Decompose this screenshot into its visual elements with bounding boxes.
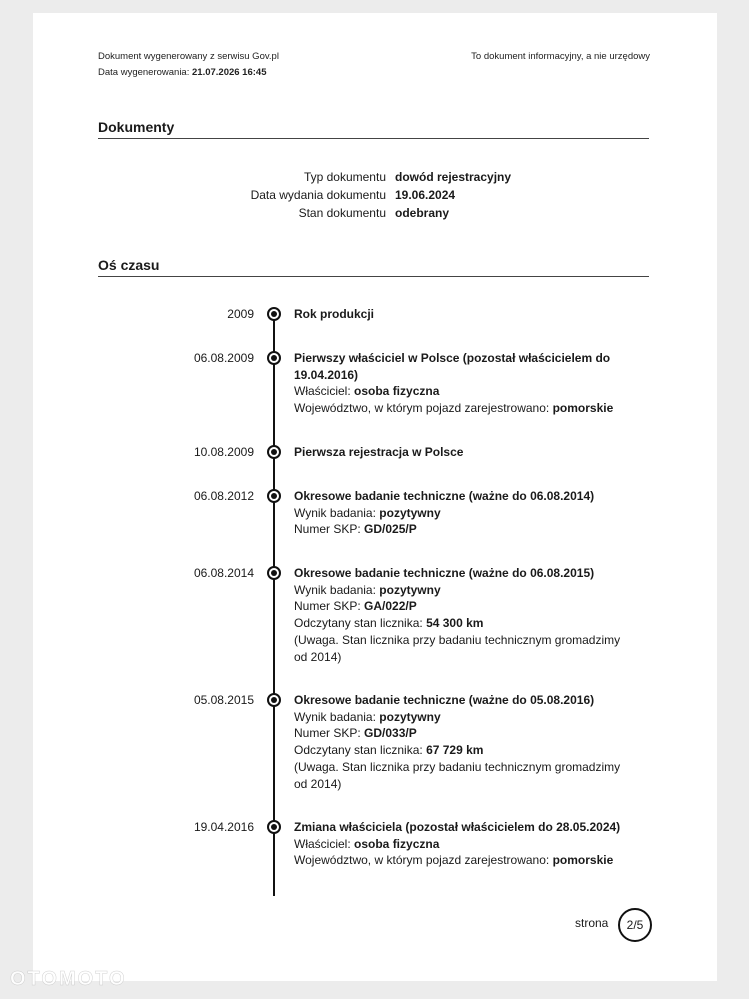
timeline-date: 05.08.2015 [193, 693, 254, 707]
timeline-detail [294, 383, 624, 400]
timeline-content [294, 488, 624, 538]
timeline-detail-label: Odczytany stan licznika: [294, 743, 427, 758]
timeline-detail-label: Wynik badania: [294, 582, 380, 597]
page-number: 2/5 [618, 908, 652, 942]
document-row-label: Typ dokumentu [303, 170, 386, 184]
timeline-detail-value: pozytywny [379, 505, 441, 520]
timeline-heading: Oś czasu [98, 257, 649, 277]
document-row-label: Stan dokumentu [298, 206, 386, 220]
timeline-detail [294, 582, 624, 599]
timeline-detail-label: Wynik badania: [294, 505, 380, 520]
timeline-date: 06.08.2014 [193, 566, 254, 580]
document-row-value: odebrany [395, 206, 450, 220]
timeline-marker-icon [267, 693, 281, 707]
timeline-detail-value: pozytywny [379, 709, 441, 724]
timeline-content [294, 565, 624, 665]
page-label: strona [575, 916, 609, 930]
timeline-detail [294, 505, 624, 522]
timeline-detail-value: pomorskie [552, 853, 614, 868]
timeline-detail-value: 67 729 km [426, 743, 484, 758]
watermark-logo: OTOMOTO [10, 968, 127, 990]
timeline-detail-label: Wynik badania: [294, 709, 380, 724]
document-page [33, 13, 717, 981]
timeline-event-title: Zmiana właściciela (pozostał właścicielem do 28.05.2024) [294, 820, 621, 834]
timeline-detail-label: Numer SKP: [294, 522, 365, 537]
timeline-marker-icon [267, 566, 281, 580]
timeline-detail [294, 632, 624, 665]
timeline-marker-icon [267, 820, 281, 834]
timeline-detail-value: pomorskie [552, 401, 614, 416]
document-row [33, 206, 717, 224]
timeline-detail-label: Numer SKP: [294, 726, 365, 741]
document-row [33, 188, 717, 206]
timeline-detail [294, 400, 624, 417]
timeline-content [294, 819, 624, 869]
timeline-detail [294, 598, 624, 615]
timeline-marker-icon [267, 489, 281, 503]
timeline-event-title: Okresowe badanie techniczne (ważne do 05.08.2016) [294, 693, 595, 707]
timeline-event-title: Pierwsza rejestracja w Polsce [294, 445, 464, 459]
timeline-detail-label: (Uwaga. Stan licznika przy badaniu technicznym gromadzimy od 2014) [294, 759, 621, 791]
timeline-event-title: Rok produkcji [294, 307, 375, 321]
timeline-detail-label: Województwo, w którym pojazd zarejestrowano: [294, 401, 553, 416]
timeline-detail-label: (Uwaga. Stan licznika przy badaniu technicznym gromadzimy od 2014) [294, 632, 621, 664]
timeline-marker-icon [267, 445, 281, 459]
timeline-detail [294, 725, 624, 742]
timeline-content [294, 444, 624, 461]
timeline-date: 10.08.2009 [193, 445, 254, 459]
informational-note: To dokument informacyjny, a nie urzędowy [471, 51, 650, 62]
timeline-detail [294, 742, 624, 759]
timeline-detail [294, 615, 624, 632]
timeline-detail-value: pozytywny [379, 582, 441, 597]
timeline-detail-value: GA/022/P [364, 599, 417, 614]
timeline-detail-value: osoba fizyczna [354, 836, 440, 851]
document-row [33, 170, 717, 188]
timeline-detail-value: GD/033/P [364, 726, 417, 741]
timeline-event-title: Pierwszy właściciel w Polsce (pozostał właścicielem do 19.04.2016) [294, 351, 611, 382]
generated-date-value: 21.07.2026 16:45 [192, 67, 267, 78]
generated-date-label: Data wygenerowania: [98, 67, 190, 78]
document-row-value: 19.06.2024 [395, 188, 456, 202]
timeline-content [294, 692, 624, 792]
timeline-marker-icon [267, 351, 281, 365]
timeline-detail-value: 54 300 km [426, 616, 484, 631]
document-row-label: Data wydania dokumentu [250, 188, 386, 202]
document-row-value: dowód rejestracyjny [395, 170, 512, 184]
timeline-date: 06.08.2012 [193, 489, 254, 503]
timeline-detail [294, 759, 624, 792]
timeline-date: 19.04.2016 [193, 820, 254, 834]
timeline-detail-label: Właściciel: [294, 384, 355, 399]
timeline-detail [294, 836, 624, 853]
timeline-detail-label: Województwo, w którym pojazd zarejestrowano: [294, 853, 553, 868]
timeline-content [294, 350, 624, 417]
timeline-content [294, 306, 624, 323]
timeline-detail-value: GD/025/P [364, 522, 417, 537]
timeline-event-title: Okresowe badanie techniczne (ważne do 06.08.2014) [294, 489, 595, 503]
timeline-detail [294, 852, 624, 869]
documents-heading: Dokumenty [98, 119, 649, 139]
timeline-marker-icon [267, 307, 281, 321]
timeline-event-title: Okresowe badanie techniczne (ważne do 06.08.2015) [294, 566, 595, 580]
generated-date [98, 67, 266, 78]
timeline-detail [294, 709, 624, 726]
timeline-date: 2009 [227, 307, 254, 321]
timeline-detail-value: osoba fizyczna [354, 384, 440, 399]
timeline-detail [294, 521, 624, 538]
timeline-detail-label: Odczytany stan licznika: [294, 616, 427, 631]
timeline-axis [273, 311, 275, 896]
timeline-detail-label: Właściciel: [294, 836, 355, 851]
timeline-detail-label: Numer SKP: [294, 599, 365, 614]
timeline-date: 06.08.2009 [193, 351, 254, 365]
generated-source: Dokument wygenerowany z serwisu Gov.pl [98, 51, 279, 62]
